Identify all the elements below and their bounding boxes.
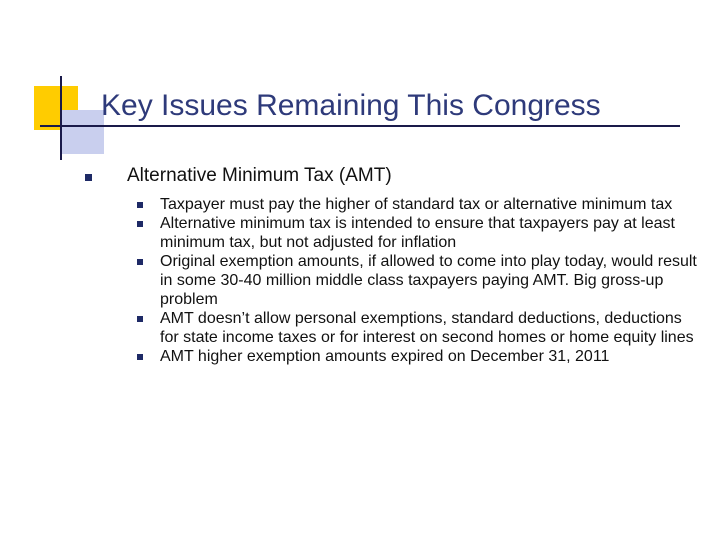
slide-title: Key Issues Remaining This Congress	[101, 89, 601, 122]
main-bullet-item	[0, 164, 720, 188]
square-bullet-icon	[137, 259, 143, 265]
sub-bullet-item	[0, 214, 700, 252]
square-bullet-icon	[137, 202, 143, 208]
slide-content	[0, 164, 720, 366]
square-bullet-icon	[137, 316, 143, 322]
sub-bullet-text: Taxpayer must pay the higher of standard tax or alternative minimum tax	[160, 196, 673, 213]
sub-bullet-text: Alternative minimum tax is intended to ensure that taxpayers pay at least minimum tax, but not adjusted for inflation	[160, 215, 675, 251]
sub-bullet-text: AMT higher exemption amounts expired on December 31, 2011	[160, 348, 610, 365]
sub-bullet-text: Original exemption amounts, if allowed to come into play today, would result in some 30-40 million middle class taxpayers paying AMT. Big gross-up problem	[160, 253, 697, 308]
square-bullet-icon	[137, 354, 143, 360]
square-bullet-icon	[137, 221, 143, 227]
sub-bullet-text: AMT doesn’t allow personal exemptions, standard deductions, deductions for state income taxes or for interest on second homes or home equity lines	[160, 310, 694, 346]
main-bullet-text: Alternative Minimum Tax (AMT)	[127, 165, 392, 186]
decorative-vertical-line	[60, 76, 62, 160]
decorative-blue-square	[62, 110, 104, 154]
square-bullet-icon	[85, 174, 92, 181]
sub-bullet-item	[0, 309, 700, 347]
sub-bullet-item	[0, 347, 700, 366]
title-underline	[40, 125, 680, 127]
sub-bullet-item	[0, 195, 700, 214]
sub-bullet-item	[0, 252, 700, 309]
sub-bullet-list	[0, 195, 720, 366]
